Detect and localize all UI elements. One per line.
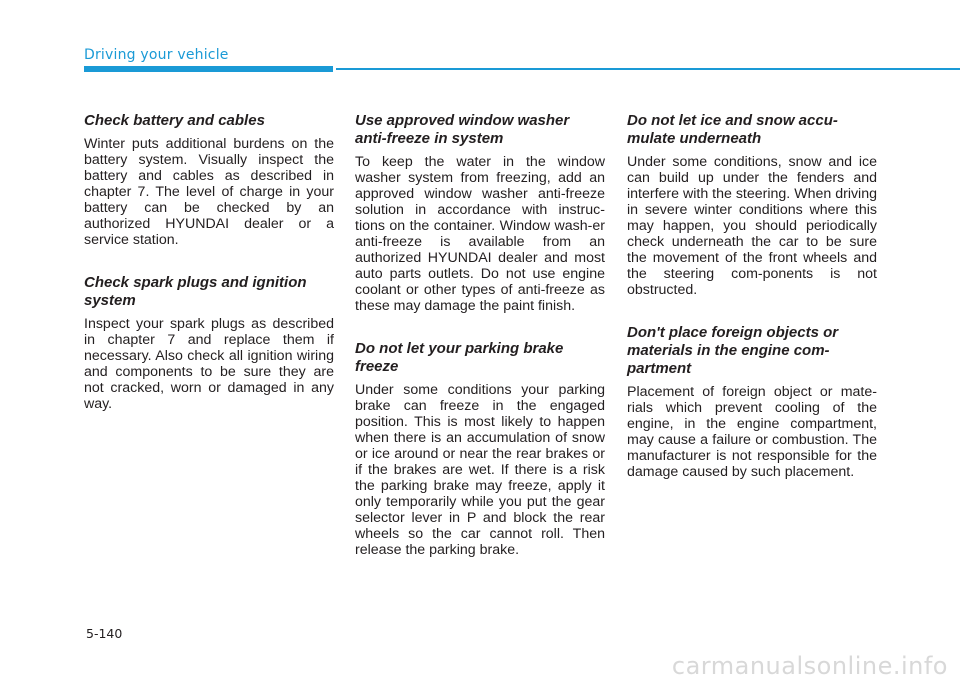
section-paragraph: Under some conditions your parking brake can freeze in the engaged position. This is most likely to happen when there is an accumulation of snow or ice around or near the rear brakes or if the brakes are wet. If there is a risk the parking brake may freeze, apply it only temporarily while you put the gear selector lever in P and block the rear wheels so the car cannot roll. Then release the parking brake. xyxy=(355,382,605,558)
page-number: 5-140 xyxy=(86,626,123,641)
section-window-washer xyxy=(355,112,605,314)
section-heading: Do not let ice and snow accu-mulate underneath xyxy=(627,112,838,147)
section-paragraph: Winter puts additional burdens on the battery system. Visually inspect the battery and cables as described in chapter 7. The level of charge in your battery can be checked by an authorized HYUNDAI dealer or a service station. xyxy=(84,136,334,248)
section-paragraph: To keep the water in the window washer system from freezing, add an approved window washer anti-freeze solution in accordance with instruc-tions on the container. Window wash-er anti-freeze is available from an authorized HYUNDAI dealer and most auto parts outlets. Do not use engine coolant or other types of anti-freeze as these may damage the paint finish. xyxy=(355,154,605,314)
section-parking-brake xyxy=(355,340,605,558)
section-heading: Use approved window washer anti-freeze in system xyxy=(355,112,570,147)
section-paragraph: Inspect your spark plugs as described in chapter 7 and replace them if necessary. Also check all ignition wiring and components to be sure they are not cracked, worn or damaged in any way. xyxy=(84,316,334,412)
section-check-battery xyxy=(84,112,334,248)
header-accent-bar xyxy=(84,66,333,72)
column-1 xyxy=(84,112,334,438)
column-3 xyxy=(627,112,877,506)
section-check-spark-plugs xyxy=(84,274,334,412)
section-heading: Check battery and cables xyxy=(84,112,265,129)
section-heading: Check spark plugs and ignition system xyxy=(84,274,307,309)
section-paragraph: Under some conditions, snow and ice can build up under the fenders and interfere with the steering. When driving in severe winter conditions where this may happen, you should periodically check underneath the car to be sure the movement of the front wheels and the steering com-ponents is not obstructed. xyxy=(627,154,877,298)
column-2 xyxy=(355,112,605,584)
section-paragraph: Placement of foreign object or mate-rials which prevent cooling of the engine, in the engine compartment, may cause a failure or combustion. The manufacturer is not responsible for the damage caused by such placement. xyxy=(627,384,877,480)
section-ice-snow xyxy=(627,112,877,298)
section-foreign-objects xyxy=(627,324,877,480)
section-heading: Do not let your parking brake freeze xyxy=(355,340,564,375)
header-rule xyxy=(336,68,960,70)
watermark-text: carmanualsonline.info xyxy=(671,652,948,680)
chapter-title: Driving your vehicle xyxy=(84,47,229,63)
section-heading: Don't place foreign objects or materials in the engine com-partment xyxy=(627,324,839,377)
